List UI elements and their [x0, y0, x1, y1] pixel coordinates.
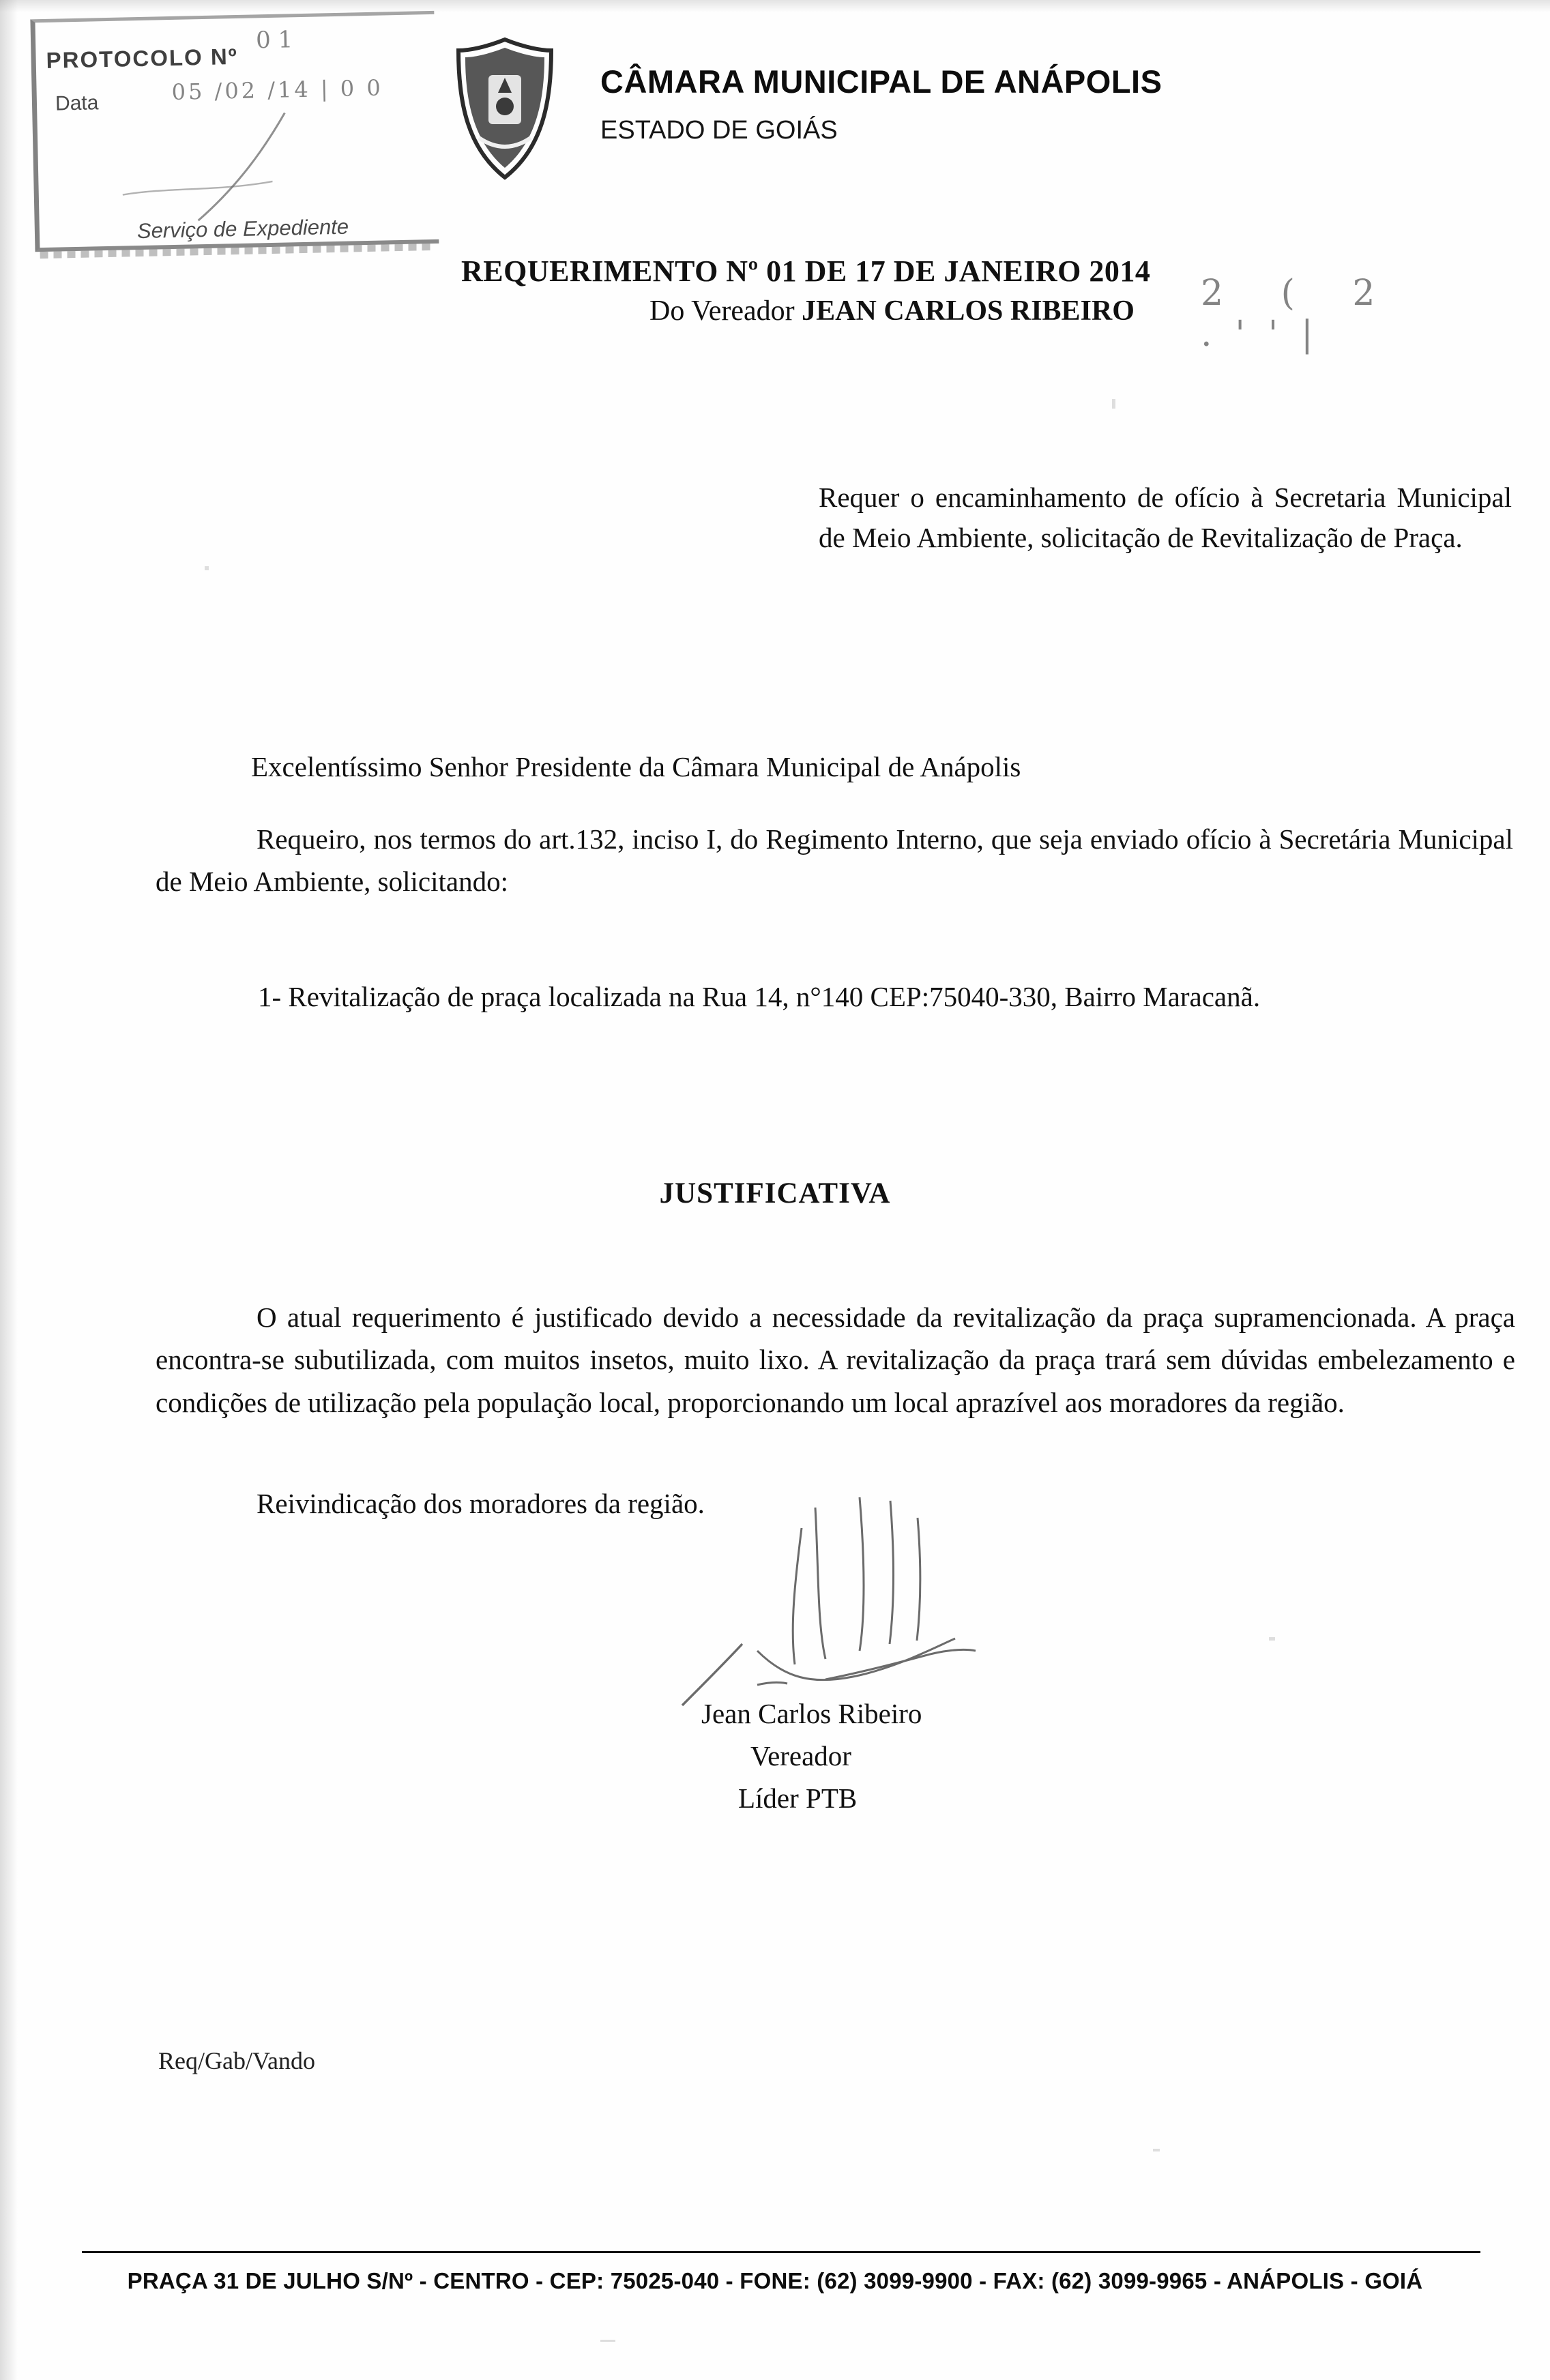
stamp-handwritten-date: 05 /02 /14 | 0 0 [171, 74, 384, 105]
requerimento-number-line: REQUERIMENTO Nº 01 DE 17 DE JANEIRO 2014 [461, 254, 1151, 288]
protocol-stamp [30, 11, 444, 258]
handwritten-signature-icon [655, 1480, 1214, 1712]
justification-heading: JUSTIFICATIVA [659, 1177, 891, 1209]
scan-speck [1153, 2149, 1160, 2151]
coat-of-arms-icon [443, 35, 566, 182]
page-title: CÂMARA MUNICIPAL DE ANÁPOLIS [600, 63, 1162, 100]
signature-party: Líder PTB [738, 1782, 858, 1814]
stamp-date-label: Data [55, 91, 99, 115]
stamp-pen-stroke-icon [114, 107, 403, 229]
page-subtitle: ESTADO DE GOIÁS [600, 116, 838, 145]
reference-code: Req/Gab/Vando [158, 2047, 315, 2074]
signature-role: Vereador [750, 1740, 851, 1772]
paragraph-3: Reivindicação dos moradores da região. [257, 1488, 705, 1519]
scan-edge-shadow-top [0, 0, 1550, 12]
footer-address: PRAÇA 31 DE JULHO S/Nº - CENTRO - CEP: 75025-040 - FONE: (62) 3099-9900 - FAX: (62) 3099-9965 - ANÁPOLIS - GOIÁ [127, 2268, 1423, 2293]
stamp-handwritten-number: 0 1 [255, 26, 293, 55]
paragraph-1: Requeiro, nos termos do art.132, inciso I, do Regimento Interno, que seja enviado ofício à Secretária Municipal de Meio Ambiente, solicitando: [156, 823, 1513, 897]
signature-name: Jean Carlos Ribeiro [701, 1698, 922, 1729]
addressee-line: Excelentíssimo Senhor Presidente da Câmara Municipal de Anápolis [251, 751, 1021, 782]
scan-speck [1269, 1637, 1275, 1641]
stamp-protocol-label: PROTOCOLO Nº [46, 43, 239, 73]
stamp-service-label: Serviço de Expediente [136, 214, 349, 244]
requerimento-author-line [649, 295, 1135, 327]
scan-speck [1112, 399, 1115, 409]
footer-divider [82, 2251, 1480, 2253]
paragraph-2: O atual requerimento é justificado devido a necessidade da revitalização da praça supramencionada. A praça encontra-se subutilizada, com muitos insetos, muito lixo. A revitalização da praça trará sem dúvidas embelezamento e condições de utilização pela população local, proporcionando um local aprazível aos moradores da região. [156, 1302, 1515, 1418]
author-prefix: Do Vereador [649, 295, 802, 327]
request-item-1: 1- Revitalização de praça localizada na Rua 14, n°140 CEP:75040-330, Bairro Maracanã. [258, 981, 1261, 1012]
author-name: JEAN CARLOS RIBEIRO [802, 295, 1135, 327]
ementa-text: Requer o encaminhamento de ofício à Secretaria Municipal de Meio Ambiente, solicitação de Revitalização de Praça. [819, 482, 1512, 554]
scan-speck [205, 566, 209, 570]
margin-handwriting: 2 ( 2 .''| [1201, 273, 1399, 355]
scan-speck [600, 2340, 615, 2342]
